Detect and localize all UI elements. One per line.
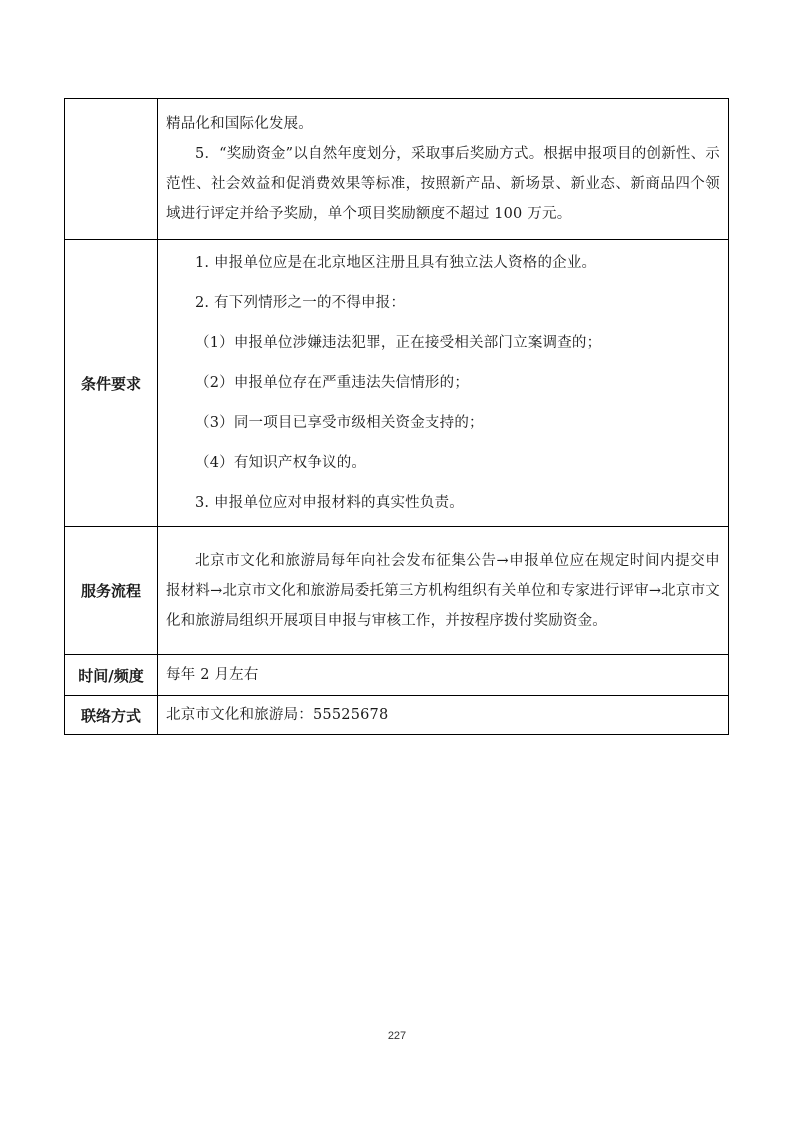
table-row-time bbox=[65, 655, 729, 696]
row-label-empty bbox=[65, 99, 158, 240]
condition-item: （1）申报单位涉嫌违法犯罪，正在接受相关部门立案调查的； bbox=[195, 335, 602, 351]
table-row-process bbox=[65, 527, 729, 655]
row-content-contact bbox=[158, 696, 729, 735]
row-label-contact: 联络方式 bbox=[65, 696, 158, 735]
page-number: 227 bbox=[387, 1030, 407, 1042]
condition-item: 3. 申报单位应对申报材料的真实性负责。 bbox=[195, 495, 464, 511]
table-row-contact bbox=[65, 696, 729, 735]
policy-table bbox=[64, 98, 729, 735]
row-content-time bbox=[158, 655, 729, 696]
table-row-continued bbox=[65, 99, 729, 240]
process-text: 北京市文化和旅游局每年向社会发布征集公告→申报单位应在规定时间内提交申报材料→北京市文化和旅游局委托第三方机构组织有关单位和专家进行评审→北京市文化和旅游局组织开展项目申报与审核工作，并按程序拨付奖励资金。 bbox=[166, 552, 720, 629]
table-row-conditions bbox=[65, 240, 729, 527]
condition-item: （3）同一项目已享受市级相关资金支持的； bbox=[195, 415, 484, 431]
condition-item: 1. 申报单位应是在北京地区注册且具有独立法人资格的企业。 bbox=[195, 255, 597, 271]
contact-text: 北京市文化和旅游局：55525678 bbox=[166, 707, 389, 723]
condition-item: （4）有知识产权争议的。 bbox=[195, 455, 367, 471]
row-label-conditions: 条件要求 bbox=[65, 240, 158, 527]
time-text: 每年 2 月左右 bbox=[166, 667, 259, 683]
row-content-reward bbox=[158, 99, 729, 240]
row-label-process: 服务流程 bbox=[65, 527, 158, 655]
row-label-time: 时间/频度 bbox=[65, 655, 158, 696]
row-content-process bbox=[158, 527, 729, 655]
condition-item: （2）申报单位存在严重违法失信情形的； bbox=[195, 375, 470, 391]
content-paragraph: 5．“奖励资金”以自然年度划分，采取事后奖励方式。根据申报项目的创新性、示范性、社会效益和促消费效果等标准，按照新产品、新场景、新业态、新商品四个领域进行评定并给予奖励，单个项目奖励额度不超过 100 万元。 bbox=[166, 146, 720, 222]
content-paragraph: 精品化和国际化发展。 bbox=[166, 116, 313, 132]
condition-item: 2. 有下列情形之一的不得申报： bbox=[195, 295, 406, 311]
row-content-conditions bbox=[158, 240, 729, 527]
